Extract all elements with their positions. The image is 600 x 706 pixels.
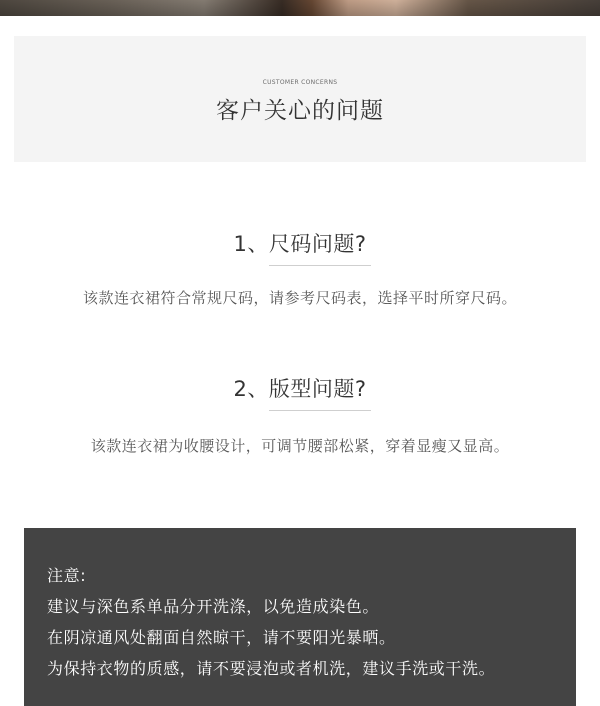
- faq-question: 2、版型问题?: [233, 377, 367, 401]
- faq-answer: 该款连衣裙符合常规尺码，请参考尺码表，选择平时所穿尺码。: [82, 289, 517, 307]
- notice-line: 为保持衣物的质感，请不要浸泡或者机洗，建议手洗或干洗。: [47, 659, 496, 678]
- question-underline: [269, 265, 370, 266]
- care-notice: [24, 528, 576, 706]
- page-title: 客户关心的问题: [216, 98, 384, 124]
- faq-item-size: [0, 228, 600, 258]
- product-photo-strip: [0, 0, 600, 16]
- faq-answer-size: [0, 287, 600, 308]
- faq-question: 1、尺码问题?: [233, 232, 367, 256]
- header-subtitle: CUSTOMER CONCERNS: [262, 79, 338, 86]
- notice-line: 建议与深色系单品分开洗涤，以免造成染色。: [47, 597, 380, 616]
- concerns-header: [14, 36, 586, 162]
- faq-item-fit: [0, 373, 600, 403]
- faq-answer: 该款连衣裙为收腰设计，可调节腰部松紧，穿着显瘦又显高。: [90, 437, 510, 455]
- faq-answer-fit: [0, 435, 600, 456]
- notice-heading: 注意:: [47, 566, 87, 585]
- question-underline: [269, 410, 370, 411]
- notice-line: 在阴凉通风处翻面自然晾干，请不要阳光暴晒。: [47, 628, 396, 647]
